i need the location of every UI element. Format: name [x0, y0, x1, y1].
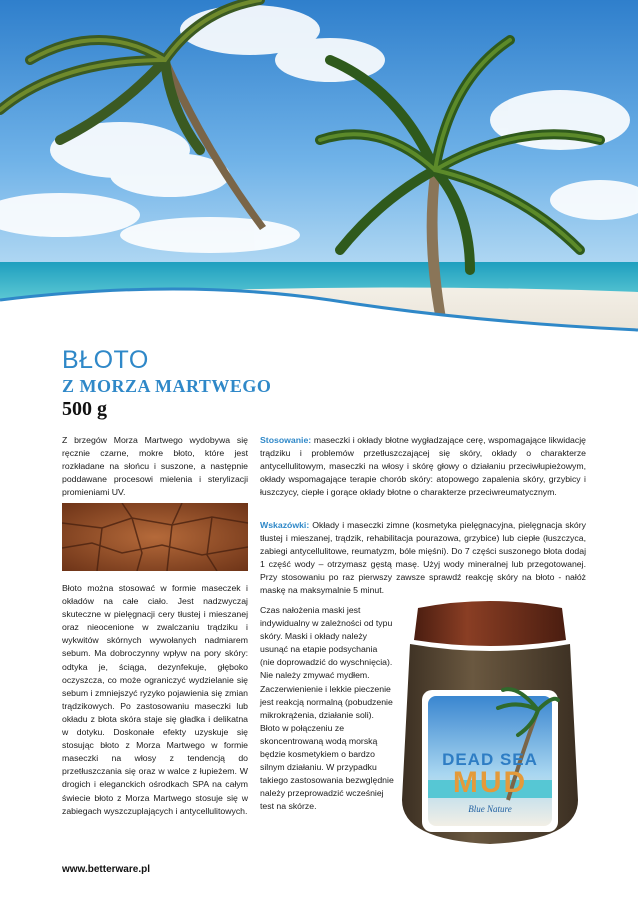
- product-weight: 500 g: [62, 398, 107, 420]
- title-line-2: Z MORZA MARTWEGO: [62, 376, 272, 396]
- product-jar-image: [388, 600, 592, 848]
- title-line-1: BŁOTO: [62, 346, 149, 374]
- tips-text: Okłady i maseczki zimne (kosmetyka pielęgnacyjna, pielęgnacja skóry tłustej i mieszanej, trądzik, rehabilitacja pourazowa, grzybice) lub ciepłe (łuszczyca, zabiegi antycellulitowe, reumatyzm, bóle mięśni). Do 7 części suszonego błota dodaj 1 część wody – otrzymasz gęstą masę. Użyj wody mineralnej lub przegotowanej. Przy stosowaniu po raz pierwszy zawsze sprawdź reakcję skóry na błoto - nałóż maskę na maksymalnie 5 minut.: [260, 520, 586, 596]
- dried-mud-photo: [62, 503, 248, 571]
- jar-brand: Blue Nature: [468, 804, 512, 814]
- benefits-paragraph: Błoto można stosować w formie maseczek i okładów na całe ciało. Jest nadzwyczaj skuteczne w pielęgnacji cery tłustej i mieszanej oraz nieocenione w zwalczaniu trądziku i wykwitów skórnych wywołanych nadmiarem sebum. Ma dobroczynny wpływ na pory skóry: odtyka je, ściąga, dezynfekuje, głęboko oczyszcza, co może ograniczyć wydzielanie się sebum i zmniejszyć ryzyko pojawienia się zmian trądzikowych. Po zastosowaniu maseczki lub okładu z błota skóra staje się gładka i delikatna w dotyku. Doskonałe efekty uzyskuje się stosując błoto z Morza Martwego w formie maseczki na włosy z tendencją do przetłuszczania się oraz w walce z łupieżem. W drogich i eleganckich ośrodkach SPA na całym świecie błoto z Morza Martwego stosuje się w zabiegach wyszczuplających i antycellulitowych.: [62, 583, 248, 816]
- intro-paragraph: Z brzegów Morza Martwego wydobywa się ręcznie czarne, mokre błoto, które jest rozkładane na słońcu i suszone, a następnie poddawane procesowi mielenia i sterylizacji promieniami UV.: [62, 435, 248, 498]
- jar-label-line-2: MUD: [452, 766, 528, 799]
- usage-label: Stosowanie:: [260, 435, 312, 445]
- tips-paragraph: [260, 519, 586, 598]
- tips-label: Wskazówki:: [260, 520, 310, 530]
- jar-label-line-1: DEAD SEA: [442, 750, 538, 769]
- footer-website-link[interactable]: www.betterware.pl: [62, 864, 150, 875]
- hero-beach-photo: [0, 0, 638, 360]
- mask-info-paragraph: Czas nałożenia maski jest indywidualny w zależności od typu skóry. Maski i okłady należy usunąć na etapie podsychania (nie doprowadzić do wyschnięcia). Nie należy zmywać mydłem. Zaczerwienienie i lekkie pieczenie jest reakcją normalną (pobudzenie mikrokrążenia, działanie soli). Błoto w połączeniu ze skoncentrowaną wodą morską będzie kosmetykiem o bardzo silnym działaniu. W przypadku takiego zastosowania bezwględnie należy przeprowadzić wcześniej test na skórze.: [260, 605, 394, 812]
- usage-text: maseczki i okłady błotne wygładzające cerę, wspomagające likwidację trądziku i problemów przetłuszczającej się skóry, okłady o charakterze antycellulitowym, maseczki na włosy i skórę głowy o działaniu przeciwłupieżowym, okłady wspomagające terapie chorób skóry: atopowego zapalenia skóry, grzybicy i łuszczycy, ciepłe i gorące okłady błotne o charakterze przeciwreumatycznym.: [260, 435, 586, 498]
- usage-paragraph: [260, 434, 586, 499]
